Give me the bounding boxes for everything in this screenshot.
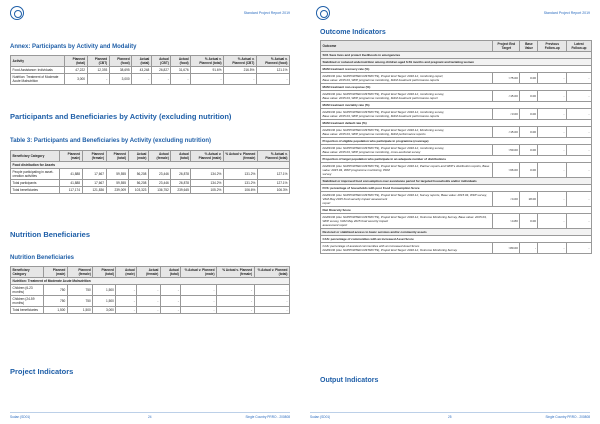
table-cell: 3,000 <box>109 74 131 85</box>
table-cell: 750 <box>44 285 68 296</box>
table-cell: - <box>137 307 161 314</box>
indicator-title: Proportion of eligible population who participate in programme (coverage) <box>321 138 592 145</box>
table-cell: 59,555 <box>106 169 128 180</box>
outcome-heading-cell: Stabilized or improved food consumption over assistance period for targeted households and/or individuals <box>321 178 592 185</box>
table-cell: Children (6-23 months) <box>11 285 44 296</box>
table-cell: Food Assistance: Individuals <box>11 67 65 74</box>
indicator-value: - <box>566 73 591 84</box>
footer-right: Single Country PRRO - 200808 <box>245 415 290 419</box>
indicator-value: >75.00 <box>493 73 520 84</box>
page-header: Standard Project Report 2019 <box>543 11 590 15</box>
indicator-value: - <box>566 127 591 138</box>
column-header: Actual (total) <box>132 56 152 67</box>
subheader-cell: Nutrition: Treatment of Moderate Acute Malnutrition <box>11 278 290 285</box>
indicator-detail <box>321 145 493 156</box>
table-row <box>11 285 290 296</box>
table-cell: 59,555 <box>106 180 128 187</box>
table-cell: 134.2% <box>191 169 223 180</box>
indicator-detail-line2: Base value: 2015.04, WFP programme monitoring, MAM treatment performance reports <box>322 114 440 118</box>
table-cell: 3,000 <box>65 74 87 85</box>
strategic-objective <box>321 52 592 59</box>
table-cell: Nutrition: Treatment of Moderate Acute Malnutrition <box>11 74 65 85</box>
wfp-logo-icon <box>10 6 24 20</box>
indicator-detail-line1: DARFUR (ALL SUPPORTED DISTRICTS), Project End Target: 2016.12, monitoring report, <box>322 74 444 78</box>
indicator-detail <box>321 127 493 138</box>
nutrition-table <box>10 266 290 314</box>
table-cell: Total beneficiaries <box>11 187 60 194</box>
right-page <box>300 0 600 424</box>
indicator-detail-row <box>321 91 592 102</box>
table-cell: - <box>217 296 255 307</box>
table-cell: 17,667 <box>82 169 106 180</box>
indicator-value: >50.00 <box>493 145 520 156</box>
indicator-detail-row <box>321 243 592 254</box>
indicator-value: - <box>538 163 567 178</box>
indicator-value: - <box>566 163 591 178</box>
indicator-value: - <box>566 192 591 207</box>
strategic-objective-cell: SO1 Save lives and protect livelihoods in emergencies <box>321 52 592 59</box>
table-cell: 131.2% <box>223 180 257 187</box>
column-header: Beneficiary Category <box>11 267 44 278</box>
table-cell: 26,878 <box>171 169 191 180</box>
table-cell: - <box>181 307 217 314</box>
indicator-value: 0.00 <box>520 73 538 84</box>
indicator-detail-row <box>321 127 592 138</box>
column-header: Planned (female) <box>67 267 92 278</box>
table-cell: - <box>137 296 161 307</box>
indicator-value: - <box>538 73 567 84</box>
indicator-value: 0.00 <box>520 109 538 120</box>
table-cell: 91.6% <box>191 67 224 74</box>
subheader-row <box>11 278 290 285</box>
project-indicators-title: Project Indicators <box>10 367 74 376</box>
table-cell: 12,393 <box>87 67 109 74</box>
column-header: Actual (total) <box>160 267 180 278</box>
column-header: % Actual v. Planned (CBT) <box>224 56 257 67</box>
output-indicators-title: Output Indicators <box>320 377 379 384</box>
indicator-value: 0.00 <box>520 163 538 178</box>
table-cell: 23,446 <box>148 169 170 180</box>
table-cell: 136,752 <box>148 187 170 194</box>
indicator-value: - <box>538 127 567 138</box>
indicator-detail-line1: DARFUR (ALL SUPPORTED DISTRICTS), Project End Target: 2016.12, Survey reports, Base value: 2015.04, WFP survey, VAM May 2015 food security impact assessment <box>322 193 487 201</box>
table-cell: 106.3% <box>257 187 289 194</box>
indicator-detail-line2: assessment report <box>322 223 348 227</box>
table-cell: - <box>254 285 289 296</box>
table-cell: 239,009 <box>106 187 128 194</box>
table-cell: 47,222 <box>65 67 87 74</box>
table-cell: 17,667 <box>82 180 106 187</box>
nutrition-subheading: Nutrition Beneficiaries <box>10 255 75 261</box>
page-number: 24 <box>148 415 152 419</box>
table-cell: 1,500 <box>93 285 116 296</box>
indicator-title-row <box>321 156 592 163</box>
indicator-value: <15.00 <box>493 127 520 138</box>
table-cell: 38,695 <box>109 67 131 74</box>
table-cell: 239,645 <box>171 187 191 194</box>
table-cell: - <box>217 307 255 314</box>
table-cell: 56,208 <box>128 169 148 180</box>
table-cell: - <box>181 296 217 307</box>
indicator-title: FCS: percentage of households with poor Food Consumption Score <box>321 185 592 192</box>
table-row <box>11 307 290 314</box>
table-cell: - <box>256 74 289 85</box>
subheader-row <box>11 162 290 169</box>
table-cell: Total participants <box>11 180 60 187</box>
indicator-detail-line2: DARFUR (ALL SUPPORTED DISTRICTS), Project End Target: 2016.12, Outcome Monitoring Survey <box>322 248 457 252</box>
indicator-detail-line1: DARFUR (ALL SUPPORTED DISTRICTS), Project End Target: 2016.12, monitoring survey, <box>322 146 445 150</box>
table-cell: Total beneficiaries <box>11 307 44 314</box>
table-cell: 26,878 <box>171 180 191 187</box>
indicator-detail-line1: DARFUR (ALL SUPPORTED DISTRICTS), Project End Target: 2016.12, Partner reports and WFP's distribution reports, Base value: 2015.04, WFP programme monitoring, PDM <box>322 164 490 172</box>
indicator-title: Diet Diversity Score <box>321 207 592 214</box>
table-cell: - <box>116 307 137 314</box>
indicator-value: - <box>538 214 567 229</box>
indicator-detail-line1: DARFUR (ALL SUPPORTED DISTRICTS), Project End Target: 2016.12, monitoring survey, <box>322 110 445 114</box>
column-header: Project End Target <box>493 41 520 52</box>
indicator-detail-row <box>321 109 592 120</box>
page-header: Standard Project Report 2019 <box>243 11 290 15</box>
table-cell: - <box>160 285 180 296</box>
indicator-detail-line1: DARFUR (ALL SUPPORTED DISTRICTS), Project End Target: 2016.12, Monitoring survey, <box>322 128 445 132</box>
table-row <box>11 169 290 180</box>
indicator-detail <box>321 163 493 178</box>
indicator-detail <box>321 109 493 120</box>
indicator-detail-line2: Base value: 2015.04, WFP programme monitoring, MAM treatment performance report <box>322 96 438 100</box>
column-header: Planned (total) <box>65 56 87 67</box>
column-header: Activity <box>11 56 65 67</box>
indicator-title-row <box>321 120 592 127</box>
column-header: Actual (male) <box>128 151 148 162</box>
table-cell: 43,248 <box>132 67 152 74</box>
table-cell: 750 <box>67 296 92 307</box>
table-cell: - <box>87 74 109 85</box>
table-cell: - <box>254 307 289 314</box>
indicator-value: - <box>566 91 591 102</box>
indicator-detail-row <box>321 214 592 229</box>
annex-table <box>10 55 290 85</box>
indicator-detail-line2: report <box>322 201 331 205</box>
column-header: % Actual v. Planned (total) <box>191 56 224 67</box>
indicator-value: - <box>538 145 567 156</box>
table-cell: 31,676 <box>171 67 191 74</box>
table-cell: 1,500 <box>44 307 68 314</box>
section-title: Participants and Beneficiaries by Activity (excluding nutrition) <box>10 112 232 121</box>
indicator-title-row <box>321 102 592 109</box>
table-cell: People participating in asset-creation activities <box>11 169 60 180</box>
indicator-detail <box>321 243 493 254</box>
table-cell: 41,888 <box>60 180 82 187</box>
indicator-detail-row <box>321 163 592 178</box>
indicator-value: - <box>566 243 591 254</box>
table-row <box>11 74 290 85</box>
indicator-title-row <box>321 66 592 73</box>
outcome-heading-cell: Stabilized or reduced undernutrition among children aged 6-59 months and pregnant and lactating women <box>321 59 592 66</box>
indicator-title: MAM treatment default rate (%) <box>321 120 592 127</box>
table-cell: 41,888 <box>60 169 82 180</box>
indicator-value: - <box>566 214 591 229</box>
table-cell: - <box>254 296 289 307</box>
indicator-value: - <box>538 109 567 120</box>
outcome-indicators-title: Outcome Indicators <box>320 29 386 36</box>
table-cell: - <box>191 74 224 85</box>
column-header: Actual (female) <box>148 151 170 162</box>
indicator-title: CAS: percentage of communities with an increased Asset Score <box>321 236 592 243</box>
indicator-title-row <box>321 84 592 91</box>
column-header: Actual (total) <box>171 151 191 162</box>
column-header: Base Value <box>520 41 538 52</box>
column-header: Latest Follow-up <box>566 41 591 52</box>
indicator-value: 0.00 <box>520 91 538 102</box>
column-header: Planned (male) <box>60 151 82 162</box>
column-header: % Actual v. Planned (male) <box>181 267 217 278</box>
table-cell: 131.2% <box>223 169 257 180</box>
indicator-detail-line2: survey <box>322 172 332 176</box>
indicator-detail <box>321 192 493 207</box>
footer-left: Sudan (SD01) <box>310 415 331 419</box>
column-header: Planned (female) <box>82 151 106 162</box>
table-cell: 117,174 <box>60 187 82 194</box>
table-row <box>11 67 290 74</box>
table-row <box>11 187 290 194</box>
table-row <box>11 296 290 307</box>
indicator-detail <box>321 91 493 102</box>
column-header: Actual (male) <box>116 267 137 278</box>
indicator-detail <box>321 73 493 84</box>
indicator-value: - <box>566 109 591 120</box>
indicator-detail <box>321 214 493 229</box>
indicator-detail-line2: Base value: 2015.04, WFP programme monitoring, cross-sectional survey <box>322 150 421 154</box>
table-cell: 106.6% <box>223 187 257 194</box>
indicator-value: - <box>538 91 567 102</box>
column-header: % Actual v. Planned (male) <box>191 151 223 162</box>
annex-title: Annex: Participants by Activity and Modality <box>10 44 137 50</box>
indicator-detail-line2: Base value: 2015.04, WFP programme monitoring, MAM treatment performance reports <box>322 78 440 82</box>
indicator-value: - <box>520 243 538 254</box>
indicator-title-row <box>321 185 592 192</box>
table-cell: - <box>160 296 180 307</box>
indicator-value: - <box>538 192 567 207</box>
indicator-detail-line2: Base value: 2015.04, WFP programme monitoring, MAM performance reports <box>322 132 426 136</box>
indicator-value: 0.00 <box>520 127 538 138</box>
indicator-detail-row <box>321 145 592 156</box>
table-cell: 750 <box>67 285 92 296</box>
table-cell: 1,500 <box>93 296 116 307</box>
column-header: Planned (male) <box>44 267 68 278</box>
table-cell: 216.5% <box>224 67 257 74</box>
page-number: 25 <box>448 415 452 419</box>
column-header: Planned (food) <box>109 56 131 67</box>
indicator-title: MAM treatment mortality rate (%) <box>321 102 592 109</box>
table-cell: - <box>116 296 137 307</box>
indicator-detail-line1: CAS: percentage of assisted communities with an increased Asset Score <box>322 244 420 248</box>
table-cell: 56,208 <box>128 180 148 187</box>
nutrition-heading: Nutrition Beneficiaries <box>10 230 91 239</box>
table-cell: - <box>160 307 180 314</box>
column-header: Previous Follow-up <box>538 41 567 52</box>
outcome-heading <box>321 178 592 185</box>
indicator-detail-line1: DARFUR (ALL SUPPORTED DISTRICTS), Project End Target: 2016.12, Outcome Monitoring Survey, Base value: 2015.04, WFP survey, VAM May 2015 food security impact <box>322 215 487 223</box>
indicator-value: >80.00 <box>493 243 520 254</box>
indicator-value: 18.00 <box>520 192 538 207</box>
indicator-value: >4.80 <box>493 214 520 229</box>
indicator-value: <15.00 <box>493 91 520 102</box>
indicator-value: - <box>566 145 591 156</box>
footer-right: Single Country PRRO - 200808 <box>545 415 590 419</box>
table-cell: 134.2% <box>191 180 223 187</box>
indicator-value: >66.00 <box>493 163 520 178</box>
table-cell: - <box>224 74 257 85</box>
column-header: % Actual v. Planned (female) <box>223 151 257 162</box>
column-header: Planned (total) <box>106 151 128 162</box>
table3-title: Table 3: Participants and Beneficiaries by Activity (excluding nutrition) <box>10 138 212 144</box>
indicator-title-row <box>321 236 592 243</box>
column-header: Beneficiary Category <box>11 151 60 162</box>
indicator-value: - <box>538 243 567 254</box>
table-cell: 121,836 <box>82 187 106 194</box>
table-cell: - <box>181 285 217 296</box>
table-cell: Children (24-59 months) <box>11 296 44 307</box>
table-cell: 750 <box>44 296 68 307</box>
column-header: Planned (CBT) <box>87 56 109 67</box>
table-cell: 103,323 <box>128 187 148 194</box>
outcome-table <box>320 40 592 254</box>
column-header: % Actual v. Planned (total) <box>254 267 289 278</box>
table-cell: - <box>171 74 191 85</box>
column-header: Planned (total) <box>93 267 116 278</box>
column-header: % Actual v. Planned (total) <box>257 151 289 162</box>
table-cell: 105.2% <box>191 187 223 194</box>
table-cell: - <box>217 285 255 296</box>
table-cell: 127.1% <box>257 169 289 180</box>
indicator-title-row <box>321 207 592 214</box>
outcome-heading <box>321 59 592 66</box>
table-cell: - <box>137 285 161 296</box>
indicator-title: MAM treatment recovery rate (%) <box>321 66 592 73</box>
table-cell: 127.1% <box>257 180 289 187</box>
table-cell: - <box>116 285 137 296</box>
column-header: Outcome <box>321 41 493 52</box>
table-cell: 1,500 <box>67 307 92 314</box>
column-header: Actual (CBT) <box>151 56 171 67</box>
table-cell: 26,827 <box>151 67 171 74</box>
column-header: Actual (female) <box>137 267 161 278</box>
table-cell: - <box>151 74 171 85</box>
outcome-heading-cell: Restored or stabilized access to basic services and/or community assets <box>321 229 592 236</box>
indicator-detail-row <box>321 192 592 207</box>
wfp-logo-icon <box>316 6 330 20</box>
subheader-cell: Food distribution for Assets <box>11 162 290 169</box>
footer-left: Sudan (SD01) <box>10 415 31 419</box>
outcome-heading <box>321 229 592 236</box>
indicator-title: MAM treatment non-response (%) <box>321 84 592 91</box>
table-row <box>11 180 290 187</box>
indicator-value: <3.00 <box>493 109 520 120</box>
indicator-value: 0.00 <box>520 145 538 156</box>
column-header: Actual (food) <box>171 56 191 67</box>
indicator-title-row <box>321 138 592 145</box>
indicator-value: 0.00 <box>520 214 538 229</box>
column-header: % Actual v. Planned (food) <box>256 56 289 67</box>
indicator-value: <4.00 <box>493 192 520 207</box>
table-cell: 3,000 <box>93 307 116 314</box>
indicator-detail-line1: DARFUR (ALL SUPPORTED DISTRICTS), Project End Target: 2016.12, monitoring survey, <box>322 92 445 96</box>
indicator-title: Proportion of target population who participate in an adequate number of distributions <box>321 156 592 163</box>
table3 <box>10 150 290 194</box>
table-cell: - <box>132 74 152 85</box>
table-cell: 23,446 <box>148 180 170 187</box>
indicator-detail-row <box>321 73 592 84</box>
table-cell: 121.1% <box>256 67 289 74</box>
column-header: % Actual v. Planned (female) <box>217 267 255 278</box>
